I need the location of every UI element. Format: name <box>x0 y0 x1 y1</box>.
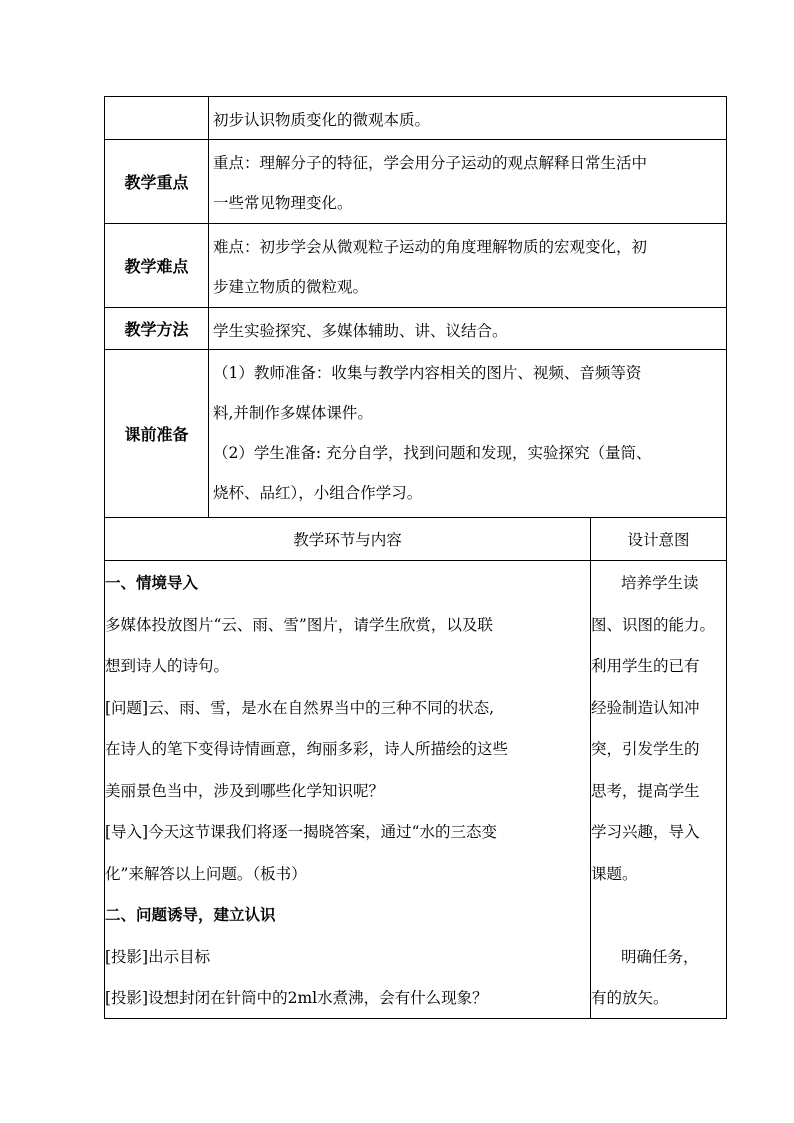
content-line: 一些常见物理变化。 <box>213 194 353 212</box>
header-intent: 设计意图 <box>627 530 690 549</box>
content-line: 初步认识物质变化的微观本质。 <box>213 111 431 129</box>
content-line: 想到诗人的诗句。 <box>105 657 230 675</box>
row-label: 课前准备 <box>105 350 209 517</box>
table-row-preparation <box>105 350 726 517</box>
content-line: 重点：理解分子的特征，学会用分子运动的观点解释日常生活中 <box>213 154 648 172</box>
intent-line <box>591 895 726 937</box>
content-line: 在诗人的笔下变得诗情画意，绚丽多彩，诗人所描绘的这些 <box>105 740 509 758</box>
content-line: [投影]出示目标 <box>105 947 211 966</box>
row-label: 教学方法 <box>105 308 209 349</box>
table-header-row <box>105 517 726 561</box>
intent-line: 培养学生读 <box>621 574 699 592</box>
table-row-methods <box>105 308 726 350</box>
content-line: 美丽景色当中，涉及到哪些化学知识呢？ <box>105 781 385 800</box>
intent-line: 课题。 <box>591 864 638 883</box>
content-line: 多媒体投放图片“云、雨、雪”图片，请学生欣赏，以及联 <box>105 615 493 634</box>
content-line: 学生实验探究、多媒体辅助、讲、议结合。 <box>213 322 508 340</box>
content-line: [投影]设想封闭在针筒中的2ml水煮沸，会有什么现象？ <box>105 989 488 1007</box>
row-label <box>105 97 209 139</box>
section-heading: 二、问题诱导，建立认识 <box>105 906 276 924</box>
row-content <box>209 308 726 349</box>
row-content <box>209 97 726 139</box>
content-line: 步建立物质的微粒观。 <box>213 278 369 296</box>
content-line: 料,并制作多媒体课件。 <box>213 404 373 422</box>
content-line: [问题]云、雨、雪，是水在自然界当中的三种不同的状态, <box>105 698 495 717</box>
teaching-process-table <box>104 517 727 1019</box>
intent-line: 突，引发学生的 <box>591 740 700 758</box>
process-content-cell <box>105 561 591 1018</box>
row-content <box>209 224 726 307</box>
content-line: 化”来解答以上问题。（板书） <box>105 864 307 883</box>
table-row-difficulties <box>105 224 726 308</box>
intent-line: 明确任务， <box>621 947 699 966</box>
row-content <box>209 140 726 223</box>
content-line: （2）学生准备: 充分自学，找到问题和发现，实验探究（量筒、 <box>213 444 652 462</box>
intent-line: 利用学生的已有 <box>591 657 700 675</box>
intent-line: 图、识图的能力。 <box>591 615 716 634</box>
row-label: 教学难点 <box>105 224 209 307</box>
content-line: 难点：初步学会从微观粒子运动的角度理解物质的宏观变化，初 <box>213 238 648 256</box>
design-intent-cell <box>591 561 726 1018</box>
section-heading: 一、情境导入 <box>105 574 199 592</box>
row-content <box>209 350 726 517</box>
content-line: 烧杯、品红），小组合作学习。 <box>213 484 423 502</box>
table-row-objective <box>105 97 726 140</box>
table-row-key-points <box>105 140 726 224</box>
intent-line: 经验制造认知冲 <box>591 698 700 717</box>
intent-line: 有的放矢。 <box>591 989 669 1007</box>
info-table <box>104 96 727 518</box>
header-content: 教学环节与内容 <box>105 517 591 560</box>
row-label: 教学重点 <box>105 140 209 223</box>
content-line: （1）教师准备：收集与教学内容相关的图片、视频、音频等资 <box>213 364 642 382</box>
content-line: [导入]今天这节课我们将逐一揭晓答案，通过“水的三态变 <box>105 823 498 841</box>
intent-line: 学习兴趣，导入 <box>591 823 700 841</box>
intent-line: 思考，提高学生 <box>591 781 700 800</box>
